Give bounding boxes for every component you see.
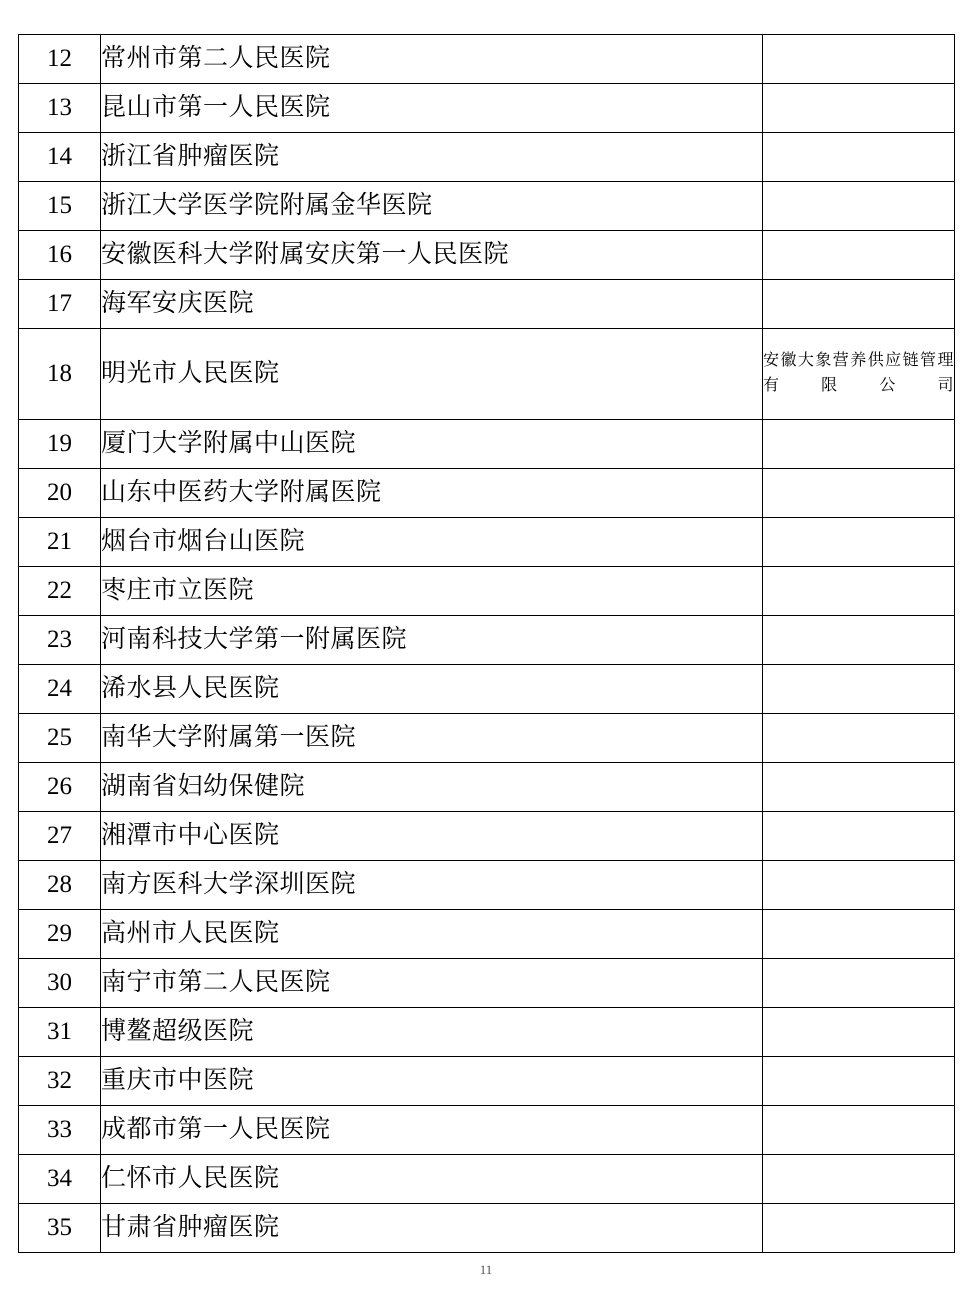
hospital-name-cell: 山东中医药大学附属医院: [101, 469, 763, 518]
table-row: [19, 420, 955, 469]
row-index-cell: 34: [19, 1155, 101, 1204]
supplier-note-cell: [763, 231, 955, 280]
row-index-cell: 26: [19, 763, 101, 812]
row-index-cell: 22: [19, 567, 101, 616]
hospital-name-cell: 湘潭市中心医院: [101, 812, 763, 861]
row-index-cell: 25: [19, 714, 101, 763]
table-row: [19, 1204, 955, 1253]
hospital-name-cell: 甘肃省肿瘤医院: [101, 1204, 763, 1253]
hospital-name-cell: 湖南省妇幼保健院: [101, 763, 763, 812]
table-row: [19, 1155, 955, 1204]
table-row: [19, 910, 955, 959]
table-row: [19, 616, 955, 665]
hospital-name-cell: 海军安庆医院: [101, 280, 763, 329]
page-number: 11: [479, 1262, 493, 1277]
row-index-cell: 15: [19, 182, 101, 231]
hospital-name-cell: 昆山市第一人民医院: [101, 84, 763, 133]
hospital-name-cell: 南华大学附属第一医院: [101, 714, 763, 763]
hospital-name-cell: 枣庄市立医院: [101, 567, 763, 616]
hospital-name-cell: 浙江大学医学院附属金华医院: [101, 182, 763, 231]
table-row: [19, 231, 955, 280]
supplier-note-cell: [763, 714, 955, 763]
table-row: [19, 812, 955, 861]
hospital-name-cell: 常州市第二人民医院: [101, 35, 763, 84]
row-index-cell: 17: [19, 280, 101, 329]
supplier-note-cell: [763, 469, 955, 518]
row-index-cell: 35: [19, 1204, 101, 1253]
table-row: [19, 280, 955, 329]
supplier-note-cell: [763, 861, 955, 910]
hospital-name-cell: 浙江省肿瘤医院: [101, 133, 763, 182]
table-row: [19, 469, 955, 518]
row-index-cell: 30: [19, 959, 101, 1008]
table-body: [19, 35, 955, 1253]
table-row: [19, 329, 955, 420]
hospital-name-cell: 河南科技大学第一附属医院: [101, 616, 763, 665]
row-index-cell: 32: [19, 1057, 101, 1106]
hospital-name-cell: 成都市第一人民医院: [101, 1106, 763, 1155]
table-row: [19, 1008, 955, 1057]
table-row: [19, 35, 955, 84]
hospital-name-cell: 南方医科大学深圳医院: [101, 861, 763, 910]
row-index-cell: 18: [19, 329, 101, 420]
row-index-cell: 13: [19, 84, 101, 133]
table-row: [19, 665, 955, 714]
table-row: [19, 518, 955, 567]
table-row: [19, 763, 955, 812]
supplier-note-cell: [763, 1106, 955, 1155]
row-index-cell: 29: [19, 910, 101, 959]
table-row: [19, 1106, 955, 1155]
row-index-cell: 23: [19, 616, 101, 665]
row-index-cell: 24: [19, 665, 101, 714]
supplier-note-cell: 安徽大象营养供应链管理有限公司: [763, 329, 955, 420]
supplier-note-cell: [763, 420, 955, 469]
row-index-cell: 27: [19, 812, 101, 861]
hospital-name-cell: 重庆市中医院: [101, 1057, 763, 1106]
supplier-note-cell: [763, 182, 955, 231]
table-row: [19, 133, 955, 182]
hospital-name-cell: 明光市人民医院: [101, 329, 763, 420]
hospital-name-cell: 博鳌超级医院: [101, 1008, 763, 1057]
row-index-cell: 20: [19, 469, 101, 518]
supplier-note-cell: [763, 280, 955, 329]
supplier-note-cell: [763, 812, 955, 861]
row-index-cell: 28: [19, 861, 101, 910]
hospital-name-cell: 仁怀市人民医院: [101, 1155, 763, 1204]
supplier-note-cell: [763, 616, 955, 665]
supplier-note-cell: [763, 133, 955, 182]
supplier-note-cell: [763, 35, 955, 84]
row-index-cell: 19: [19, 420, 101, 469]
supplier-note-cell: [763, 1204, 955, 1253]
row-index-cell: 12: [19, 35, 101, 84]
row-index-cell: 33: [19, 1106, 101, 1155]
hospital-list-table: [18, 34, 955, 1253]
supplier-note-cell: [763, 1155, 955, 1204]
hospital-name-cell: 南宁市第二人民医院: [101, 959, 763, 1008]
row-index-cell: 16: [19, 231, 101, 280]
hospital-name-cell: 浠水县人民医院: [101, 665, 763, 714]
supplier-note-cell: [763, 910, 955, 959]
supplier-note-cell: [763, 1057, 955, 1106]
table-row: [19, 714, 955, 763]
supplier-note-cell: [763, 763, 955, 812]
hospital-name-cell: 安徽医科大学附属安庆第一人民医院: [101, 231, 763, 280]
table-row: [19, 84, 955, 133]
table-row: [19, 861, 955, 910]
supplier-note-cell: [763, 959, 955, 1008]
table-row: [19, 567, 955, 616]
row-index-cell: 31: [19, 1008, 101, 1057]
row-index-cell: 14: [19, 133, 101, 182]
supplier-note-cell: [763, 1008, 955, 1057]
supplier-note-cell: [763, 84, 955, 133]
hospital-name-cell: 烟台市烟台山医院: [101, 518, 763, 567]
table-row: [19, 959, 955, 1008]
supplier-note-cell: [763, 518, 955, 567]
table-row: [19, 1057, 955, 1106]
hospital-name-cell: 高州市人民医院: [101, 910, 763, 959]
supplier-note-cell: [763, 665, 955, 714]
hospital-name-cell: 厦门大学附属中山医院: [101, 420, 763, 469]
supplier-note-cell: [763, 567, 955, 616]
row-index-cell: 21: [19, 518, 101, 567]
table-row: [19, 182, 955, 231]
